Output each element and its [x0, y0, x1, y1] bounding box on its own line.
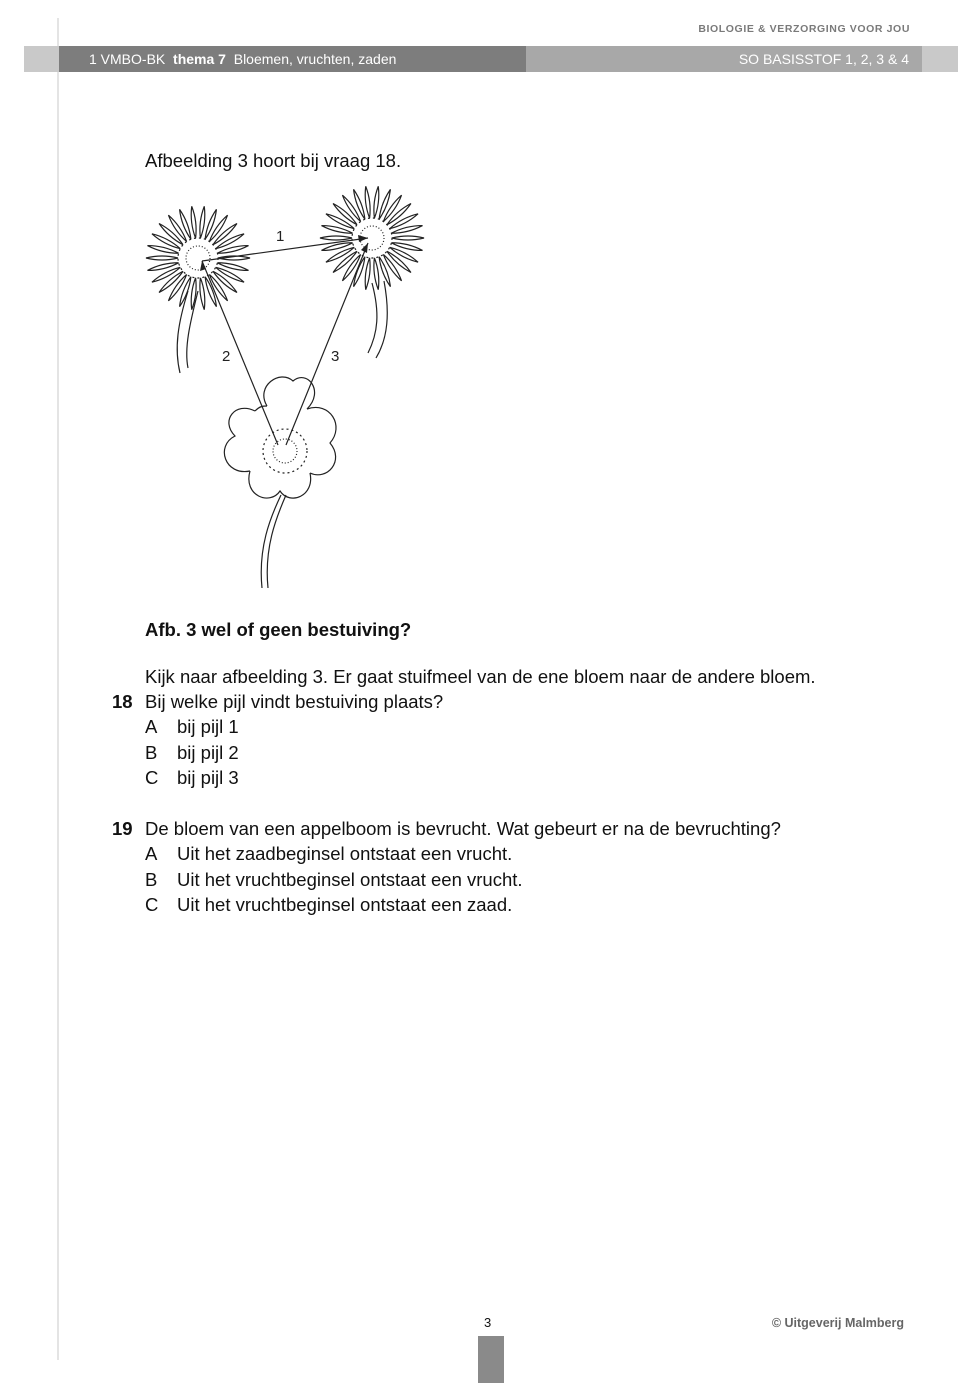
- q19-question: De bloem van een appelboom is bevrucht. Wat gebeurt er na de bevruchting?: [145, 818, 781, 839]
- q18-number: 18: [112, 691, 133, 712]
- q18-option-a: A bij pijl 1: [145, 716, 239, 737]
- left-daisy-petal: [146, 256, 178, 260]
- header-course: [59, 46, 526, 72]
- q18-option-b: B bij pijl 2: [145, 742, 239, 763]
- margin-rule: [57, 18, 59, 1360]
- q18-option-c: C bij pijl 3: [145, 767, 239, 788]
- header-theme: thema 7: [173, 51, 226, 67]
- left-daisy-petal: [205, 209, 216, 239]
- bottom-flower: [224, 377, 336, 498]
- arrow-1-head: [358, 235, 368, 242]
- stem-right-daisy: [368, 283, 377, 353]
- arrow-label-1: 1: [276, 228, 285, 245]
- left-daisy-petal: [180, 209, 191, 239]
- right-daisy-petal: [374, 258, 379, 290]
- brand-name: BIOLOGIE & VERZORGING VOOR JOU: [698, 23, 910, 35]
- q19-number: 19: [112, 818, 133, 839]
- copyright: © Uitgeverij Malmberg: [771, 1316, 904, 1330]
- stem-bottom-flower: [267, 495, 286, 588]
- left-daisy-petal: [191, 206, 196, 238]
- left-daisy-petal: [200, 206, 205, 238]
- arrow-label-2: 2: [222, 348, 231, 365]
- right-daisy-petal: [365, 186, 370, 218]
- q19-option-c: C Uit het vruchtbeginsel ontstaat een zaad.: [145, 894, 513, 915]
- left-daisy-petal: [200, 278, 205, 310]
- header-topic: Bloemen, vruchten, zaden: [233, 51, 397, 67]
- left-daisy: [146, 206, 250, 309]
- arrow-2: [202, 261, 278, 445]
- q18-lead: Kijk naar afbeelding 3. Er gaat stuifmeel van de ene bloem naar de andere bloem.: [145, 666, 816, 687]
- left-daisy-petal: [191, 278, 196, 310]
- page-number: 3: [484, 1315, 492, 1330]
- right-daisy-petal: [320, 236, 352, 240]
- figure-caption: Afb. 3 wel of geen bestuiving?: [145, 619, 412, 640]
- arrow-label-3: 3: [331, 348, 340, 365]
- right-daisy: [320, 186, 424, 289]
- right-daisy-petal: [354, 257, 365, 287]
- right-daisy-petal: [365, 258, 370, 290]
- page-tab: [478, 1336, 504, 1383]
- q19-option-a: A Uit het zaadbeginsel ontstaat een vrucht.: [145, 843, 513, 864]
- right-daisy-petal: [379, 189, 390, 219]
- stem-left-daisy: [177, 291, 188, 373]
- q18-question: Bij welke pijl vindt bestuiving plaats?: [145, 691, 444, 712]
- intro-text: Afbeelding 3 hoort bij vraag 18.: [145, 150, 402, 171]
- arrow-3: [286, 243, 368, 445]
- right-daisy-petal: [354, 189, 365, 219]
- header-level: 1 VMBO-BK: [89, 51, 166, 67]
- header-section: SO BASISSTOF 1, 2, 3 & 4: [526, 46, 922, 72]
- right-daisy-petal: [392, 236, 424, 240]
- pollination-figure: [140, 183, 440, 593]
- right-daisy-petal: [374, 186, 379, 218]
- q19-option-b: B Uit het vruchtbeginsel ontstaat een vrucht.: [145, 869, 523, 890]
